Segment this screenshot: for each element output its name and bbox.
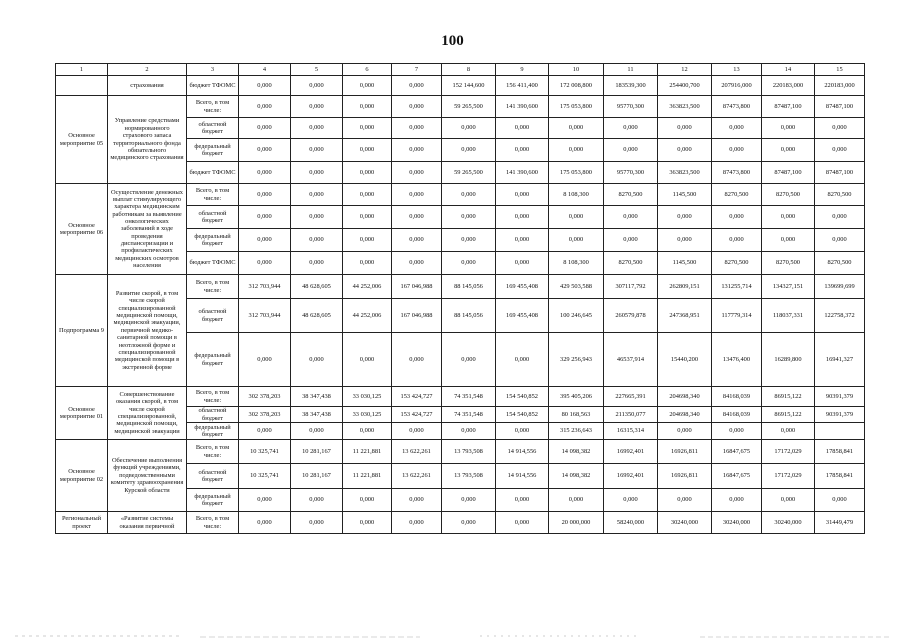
value-cell: 0,000 [239, 229, 291, 252]
funding-source-cell: федеральный бюджет [187, 139, 239, 162]
program-level-cell: Основное мероприятие 06 [56, 184, 108, 275]
funding-source-cell: федеральный бюджет [187, 423, 239, 440]
value-cell: 0,000 [239, 423, 291, 440]
value-cell: 88 145,056 [442, 275, 496, 299]
value-cell: 44 252,006 [343, 275, 392, 299]
value-cell: 247368,951 [658, 299, 712, 333]
value-cell: 0,000 [496, 423, 549, 440]
value-cell: 0,000 [291, 512, 343, 534]
value-cell: 11 221,881 [343, 440, 392, 464]
value-cell: 0,000 [291, 184, 343, 206]
value-cell: 80 168,563 [549, 407, 604, 423]
value-cell: 8 108,300 [549, 184, 604, 206]
value-cell: 0,000 [392, 162, 442, 184]
value-cell: 0,000 [343, 139, 392, 162]
value-cell: 0,000 [496, 512, 549, 534]
value-cell: 204698,340 [658, 387, 712, 407]
value-cell: 90391,379 [815, 387, 865, 407]
value-cell: 0,000 [291, 162, 343, 184]
funding-source-cell: федеральный бюджет [187, 489, 239, 512]
value-cell: 86915,122 [762, 387, 815, 407]
value-cell: 0,000 [442, 118, 496, 139]
value-cell: 0,000 [239, 162, 291, 184]
value-cell: 363823,500 [658, 96, 712, 118]
value-cell: 0,000 [712, 229, 762, 252]
page-number: 100 [441, 33, 464, 49]
program-level-cell: Подпрограмма 9 [56, 275, 108, 387]
budget-table [55, 63, 865, 534]
value-cell: 183539,300 [604, 76, 658, 96]
program-name-cell: Совершенствование оказания скорой, в том числе скорой специализированной, медицинской помощи, медицинской эвакуации [108, 387, 187, 440]
value-cell: 156 411,400 [496, 76, 549, 96]
program-name-cell: Осуществление денежных выплат стимулирующего характера медицинским работникам за выявление онкологических заболеваний в ходе проведения диспансеризации и профилактических медицинских осмотров населения [108, 184, 187, 275]
value-cell: 0,000 [815, 206, 865, 229]
program-name-cell: Обеспечение выполнения функций учреждениями, подведомственными комитету здравоохранения Курской области [108, 440, 187, 512]
funding-source-cell: бюджет ТФОМС [187, 76, 239, 96]
value-cell: 87487,100 [815, 162, 865, 184]
value-cell: 0,000 [291, 229, 343, 252]
value-cell: 0,000 [658, 118, 712, 139]
column-number-header: 15 [815, 64, 865, 76]
value-cell: 87487,100 [762, 162, 815, 184]
value-cell: 0,000 [604, 118, 658, 139]
value-cell: 13 622,261 [392, 464, 442, 489]
value-cell: 122758,372 [815, 299, 865, 333]
value-cell: 0,000 [291, 76, 343, 96]
value-cell: 30240,000 [658, 512, 712, 534]
value-cell: 10 281,167 [291, 440, 343, 464]
value-cell: 16847,675 [712, 464, 762, 489]
value-cell: 13 622,261 [392, 440, 442, 464]
value-cell: 88 145,056 [442, 299, 496, 333]
value-cell: 0,000 [549, 118, 604, 139]
value-cell: 0,000 [343, 96, 392, 118]
value-cell: 0,000 [343, 512, 392, 534]
value-cell: 0,000 [604, 206, 658, 229]
value-cell: 0,000 [496, 489, 549, 512]
value-cell: 0,000 [496, 139, 549, 162]
value-cell: 44 252,006 [343, 299, 392, 333]
value-cell: 0,000 [604, 139, 658, 162]
value-cell: 0,000 [239, 512, 291, 534]
value-cell: 0,000 [239, 206, 291, 229]
value-cell: 312 703,944 [239, 299, 291, 333]
value-cell: 0,000 [442, 252, 496, 275]
scan-edge-noise [0, 632, 905, 640]
value-cell: 167 046,988 [392, 299, 442, 333]
program-name-cell: «Развитие системы оказания первичной [108, 512, 187, 534]
value-cell: 0,000 [549, 139, 604, 162]
value-cell: 0,000 [496, 229, 549, 252]
value-cell: 10 325,741 [239, 440, 291, 464]
program-level-cell [56, 76, 108, 96]
funding-source-cell: бюджет ТФОМС [187, 162, 239, 184]
value-cell: 152 144,600 [442, 76, 496, 96]
funding-source-cell: областной бюджет [187, 407, 239, 423]
column-number-header: 10 [549, 64, 604, 76]
value-cell: 74 351,548 [442, 407, 496, 423]
value-cell: 0,000 [712, 206, 762, 229]
value-cell: 0,000 [291, 333, 343, 387]
value-cell: 302 378,203 [239, 387, 291, 407]
value-cell: 90391,379 [815, 407, 865, 423]
table-row [56, 512, 865, 534]
value-cell: 95770,300 [604, 162, 658, 184]
value-cell: 0,000 [343, 423, 392, 440]
value-cell: 0,000 [343, 162, 392, 184]
value-cell: 0,000 [392, 206, 442, 229]
column-number-row [56, 64, 865, 76]
value-cell: 302 378,203 [239, 407, 291, 423]
value-cell: 100 246,645 [549, 299, 604, 333]
value-cell: 307117,792 [604, 275, 658, 299]
column-number-header: 14 [762, 64, 815, 76]
funding-source-cell: Всего, в том числе: [187, 512, 239, 534]
value-cell: 0,000 [392, 333, 442, 387]
value-cell: 0,000 [496, 333, 549, 387]
value-cell: 363823,500 [658, 162, 712, 184]
value-cell: 139699,699 [815, 275, 865, 299]
value-cell: 227665,391 [604, 387, 658, 407]
table-row [56, 275, 865, 299]
value-cell: 8270,500 [712, 184, 762, 206]
value-cell: 0,000 [343, 252, 392, 275]
value-cell: 38 347,438 [291, 387, 343, 407]
value-cell: 0,000 [442, 423, 496, 440]
value-cell: 254400,700 [658, 76, 712, 96]
value-cell: 0,000 [658, 423, 712, 440]
value-cell: 0,000 [815, 118, 865, 139]
value-cell: 8270,500 [815, 252, 865, 275]
funding-source-cell: Всего, в том числе: [187, 387, 239, 407]
value-cell: 8 108,300 [549, 252, 604, 275]
funding-source-cell: Всего, в том числе: [187, 184, 239, 206]
value-cell: 87487,100 [815, 96, 865, 118]
value-cell: 13476,400 [712, 333, 762, 387]
value-cell: 0,000 [762, 118, 815, 139]
value-cell: 0,000 [291, 252, 343, 275]
value-cell: 118037,331 [762, 299, 815, 333]
table-row [56, 387, 865, 407]
value-cell: 16992,401 [604, 440, 658, 464]
value-cell: 33 030,125 [343, 387, 392, 407]
value-cell: 207916,000 [712, 76, 762, 96]
funding-source-cell: областной бюджет [187, 118, 239, 139]
column-number-header: 4 [239, 64, 291, 76]
value-cell: 0,000 [291, 139, 343, 162]
value-cell: 16926,811 [658, 440, 712, 464]
value-cell: 0,000 [442, 184, 496, 206]
value-cell: 0,000 [658, 206, 712, 229]
value-cell: 0,000 [658, 229, 712, 252]
funding-source-cell: Всего, в том числе: [187, 275, 239, 299]
value-cell: 17858,841 [815, 440, 865, 464]
value-cell: 0,000 [392, 184, 442, 206]
value-cell: 169 455,408 [496, 275, 549, 299]
value-cell: 262809,151 [658, 275, 712, 299]
table-row [56, 76, 865, 96]
value-cell: 0,000 [392, 512, 442, 534]
value-cell: 17858,841 [815, 464, 865, 489]
value-cell: 0,000 [392, 76, 442, 96]
value-cell: 0,000 [343, 489, 392, 512]
value-cell: 0,000 [549, 229, 604, 252]
value-cell: 74 351,548 [442, 387, 496, 407]
value-cell: 0,000 [712, 489, 762, 512]
value-cell: 0,000 [815, 229, 865, 252]
value-cell: 0,000 [239, 489, 291, 512]
column-number-header: 1 [56, 64, 108, 76]
value-cell: 0,000 [239, 76, 291, 96]
value-cell: 134327,151 [762, 275, 815, 299]
value-cell: 315 236,643 [549, 423, 604, 440]
value-cell: 153 424,727 [392, 387, 442, 407]
value-cell: 33 030,125 [343, 407, 392, 423]
value-cell: 59 265,500 [442, 162, 496, 184]
value-cell: 16847,675 [712, 440, 762, 464]
value-cell [815, 423, 865, 440]
value-cell: 0,000 [712, 139, 762, 162]
value-cell: 10 281,167 [291, 464, 343, 489]
value-cell: 17172,029 [762, 464, 815, 489]
value-cell: 0,000 [239, 252, 291, 275]
value-cell: 48 628,605 [291, 275, 343, 299]
value-cell: 20 000,000 [549, 512, 604, 534]
column-number-header: 3 [187, 64, 239, 76]
value-cell: 0,000 [762, 229, 815, 252]
value-cell: 154 540,852 [496, 407, 549, 423]
funding-source-cell: областной бюджет [187, 464, 239, 489]
value-cell: 169 455,408 [496, 299, 549, 333]
value-cell: 0,000 [762, 489, 815, 512]
column-number-header: 9 [496, 64, 549, 76]
value-cell: 395 405,206 [549, 387, 604, 407]
value-cell: 17172,029 [762, 440, 815, 464]
value-cell: 1145,500 [658, 184, 712, 206]
program-level-cell: Основное мероприятие 01 [56, 387, 108, 440]
value-cell: 0,000 [762, 206, 815, 229]
value-cell: 0,000 [604, 489, 658, 512]
column-number-header: 7 [392, 64, 442, 76]
value-cell: 13 793,508 [442, 464, 496, 489]
value-cell: 86915,122 [762, 407, 815, 423]
value-cell: 175 053,800 [549, 162, 604, 184]
column-number-header: 11 [604, 64, 658, 76]
value-cell: 220183,000 [815, 76, 865, 96]
funding-source-cell: Всего, в том числе: [187, 96, 239, 118]
value-cell: 117779,314 [712, 299, 762, 333]
column-number-header: 12 [658, 64, 712, 76]
value-cell: 0,000 [291, 96, 343, 118]
value-cell: 0,000 [658, 139, 712, 162]
value-cell: 0,000 [239, 139, 291, 162]
value-cell: 38 347,438 [291, 407, 343, 423]
value-cell: 0,000 [712, 118, 762, 139]
value-cell: 0,000 [496, 118, 549, 139]
value-cell: 0,000 [442, 229, 496, 252]
funding-source-cell: областной бюджет [187, 206, 239, 229]
funding-source-cell: бюджет ТФОМС [187, 252, 239, 275]
column-number-header: 13 [712, 64, 762, 76]
value-cell: 0,000 [291, 206, 343, 229]
table-row [56, 440, 865, 464]
value-cell: 0,000 [392, 96, 442, 118]
value-cell: 16289,800 [762, 333, 815, 387]
value-cell: 0,000 [291, 118, 343, 139]
value-cell: 8270,500 [712, 252, 762, 275]
value-cell: 30240,000 [762, 512, 815, 534]
column-number-header: 5 [291, 64, 343, 76]
program-name-cell: Развитие скорой, в том числе скорой специализированной медицинской помощи, медицинской эвакуации, первичной медико-санитарной помощи в неотложной форме и специализированной медицинской помощи в экстренной форме [108, 275, 187, 387]
program-level-cell: Региональный проект [56, 512, 108, 534]
table-row [56, 184, 865, 206]
value-cell: 0,000 [712, 423, 762, 440]
value-cell: 0,000 [392, 229, 442, 252]
value-cell: 0,000 [392, 489, 442, 512]
value-cell: 0,000 [496, 206, 549, 229]
value-cell: 16315,314 [604, 423, 658, 440]
value-cell: 95770,300 [604, 96, 658, 118]
value-cell: 0,000 [815, 489, 865, 512]
program-level-cell: Основное мероприятие 05 [56, 96, 108, 184]
value-cell: 0,000 [442, 489, 496, 512]
value-cell: 0,000 [239, 96, 291, 118]
funding-source-cell: Всего, в том числе: [187, 440, 239, 464]
value-cell: 0,000 [392, 252, 442, 275]
value-cell: 0,000 [762, 139, 815, 162]
value-cell: 31449,479 [815, 512, 865, 534]
value-cell: 16941,327 [815, 333, 865, 387]
value-cell: 15440,200 [658, 333, 712, 387]
value-cell: 16926,811 [658, 464, 712, 489]
value-cell: 14 098,382 [549, 440, 604, 464]
value-cell: 167 046,988 [392, 275, 442, 299]
value-cell: 58240,000 [604, 512, 658, 534]
column-number-header: 2 [108, 64, 187, 76]
value-cell: 0,000 [239, 333, 291, 387]
value-cell: 0,000 [343, 229, 392, 252]
funding-source-cell: федеральный бюджет [187, 229, 239, 252]
column-number-header: 8 [442, 64, 496, 76]
value-cell: 0,000 [658, 489, 712, 512]
funding-source-cell: областной бюджет [187, 299, 239, 333]
value-cell: 141 390,600 [496, 96, 549, 118]
value-cell: 8270,500 [604, 252, 658, 275]
value-cell: 0,000 [496, 184, 549, 206]
value-cell: 14 098,382 [549, 464, 604, 489]
value-cell: 260579,878 [604, 299, 658, 333]
value-cell: 30240,000 [712, 512, 762, 534]
value-cell: 0,000 [549, 489, 604, 512]
value-cell: 172 008,800 [549, 76, 604, 96]
value-cell: 0,000 [343, 76, 392, 96]
value-cell: 16992,401 [604, 464, 658, 489]
value-cell: 153 424,727 [392, 407, 442, 423]
value-cell: 8270,500 [604, 184, 658, 206]
value-cell: 14 914,556 [496, 440, 549, 464]
value-cell: 175 053,800 [549, 96, 604, 118]
value-cell: 0,000 [239, 184, 291, 206]
program-name-cell: страхования [108, 76, 187, 96]
value-cell: 0,000 [392, 118, 442, 139]
value-cell: 11 221,881 [343, 464, 392, 489]
value-cell: 0,000 [343, 184, 392, 206]
value-cell: 84168,039 [712, 387, 762, 407]
program-level-cell: Основное мероприятие 02 [56, 440, 108, 512]
value-cell: 0,000 [442, 139, 496, 162]
value-cell: 0,000 [343, 333, 392, 387]
value-cell: 0,000 [291, 489, 343, 512]
value-cell: 13 793,508 [442, 440, 496, 464]
value-cell: 429 503,588 [549, 275, 604, 299]
column-number-header: 6 [343, 64, 392, 76]
value-cell: 10 325,741 [239, 464, 291, 489]
value-cell: 204698,340 [658, 407, 712, 423]
value-cell: 329 256,943 [549, 333, 604, 387]
value-cell: 8270,500 [762, 184, 815, 206]
value-cell: 141 390,600 [496, 162, 549, 184]
value-cell: 0,000 [549, 206, 604, 229]
value-cell: 1145,500 [658, 252, 712, 275]
value-cell: 0,000 [815, 139, 865, 162]
value-cell: 0,000 [343, 206, 392, 229]
value-cell: 0,000 [343, 118, 392, 139]
value-cell: 131255,714 [712, 275, 762, 299]
value-cell: 59 265,500 [442, 96, 496, 118]
value-cell: 0,000 [392, 139, 442, 162]
value-cell: 87473,800 [712, 96, 762, 118]
funding-source-cell: федеральный бюджет [187, 333, 239, 387]
value-cell: 0,000 [239, 118, 291, 139]
value-cell: 14 914,556 [496, 464, 549, 489]
value-cell: 0,000 [442, 333, 496, 387]
value-cell: 0,000 [604, 229, 658, 252]
value-cell: 211350,077 [604, 407, 658, 423]
program-name-cell: Управление средствами нормированного страхового запаса территориального фонда обязательного медицинского страхования [108, 96, 187, 184]
value-cell: 48 628,605 [291, 299, 343, 333]
value-cell: 0,000 [442, 206, 496, 229]
value-cell: 0,000 [392, 423, 442, 440]
value-cell: 154 540,852 [496, 387, 549, 407]
value-cell: 0,000 [496, 252, 549, 275]
value-cell: 87473,800 [712, 162, 762, 184]
value-cell: 220183,000 [762, 76, 815, 96]
value-cell: 312 703,944 [239, 275, 291, 299]
value-cell: 46537,914 [604, 333, 658, 387]
value-cell: 0,000 [762, 423, 815, 440]
value-cell: 0,000 [442, 512, 496, 534]
value-cell: 87487,100 [762, 96, 815, 118]
value-cell: 0,000 [291, 423, 343, 440]
value-cell: 84168,039 [712, 407, 762, 423]
value-cell: 8270,500 [762, 252, 815, 275]
value-cell: 8270,500 [815, 184, 865, 206]
table-row [56, 96, 865, 118]
